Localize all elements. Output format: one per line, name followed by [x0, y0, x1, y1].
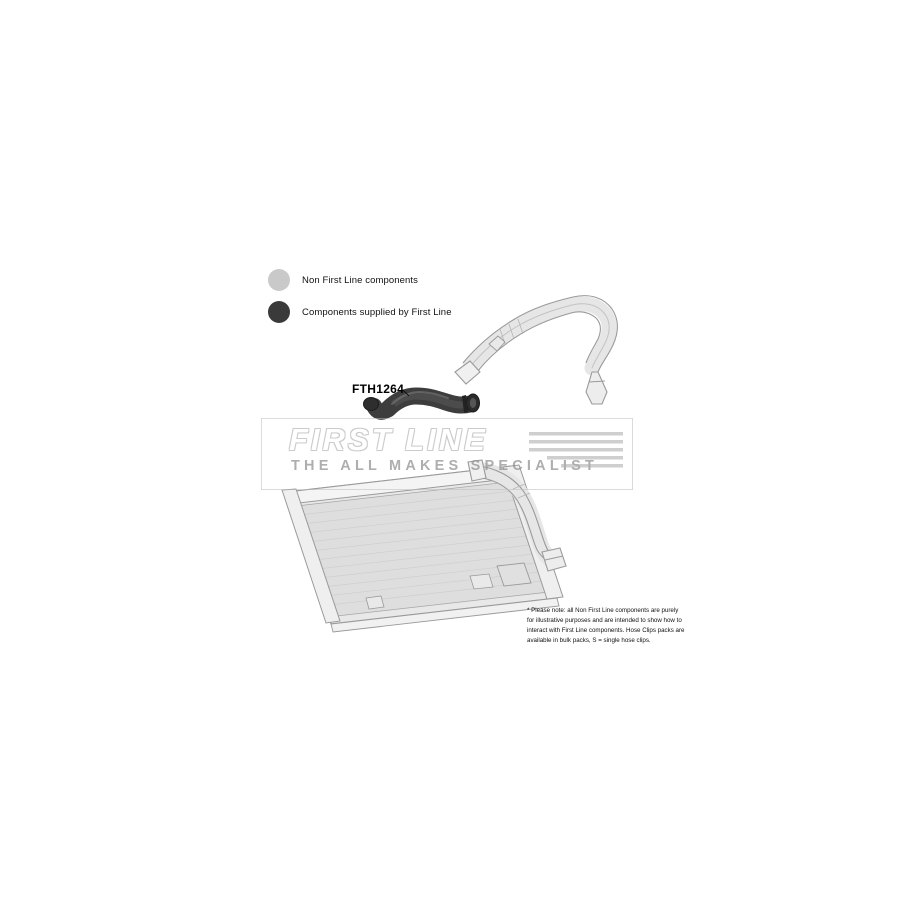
- watermark-brand: FIRST LINE: [289, 422, 488, 457]
- legend-item-non-first-line: [268, 266, 608, 294]
- dark-dot-icon: [268, 301, 290, 323]
- legend: [268, 266, 608, 330]
- legend-item-first-line: [268, 298, 608, 326]
- watermark: [261, 418, 633, 490]
- grey-dot-icon: [268, 269, 290, 291]
- legend-label-first-line: Components supplied by First Line: [302, 306, 452, 318]
- illustration-note: * Please note: all Non First Line components are purely for illustrative purposes and are intended to show how to interact with First Line components. Hose Clips packs are available in bulk packs, S = single hose clips.: [527, 607, 685, 645]
- watermark-tagline: THE ALL MAKES SPECIALIST: [291, 458, 599, 474]
- part-number-label: FTH1264: [352, 382, 405, 396]
- legend-label-non-first-line: Non First Line components: [302, 274, 419, 286]
